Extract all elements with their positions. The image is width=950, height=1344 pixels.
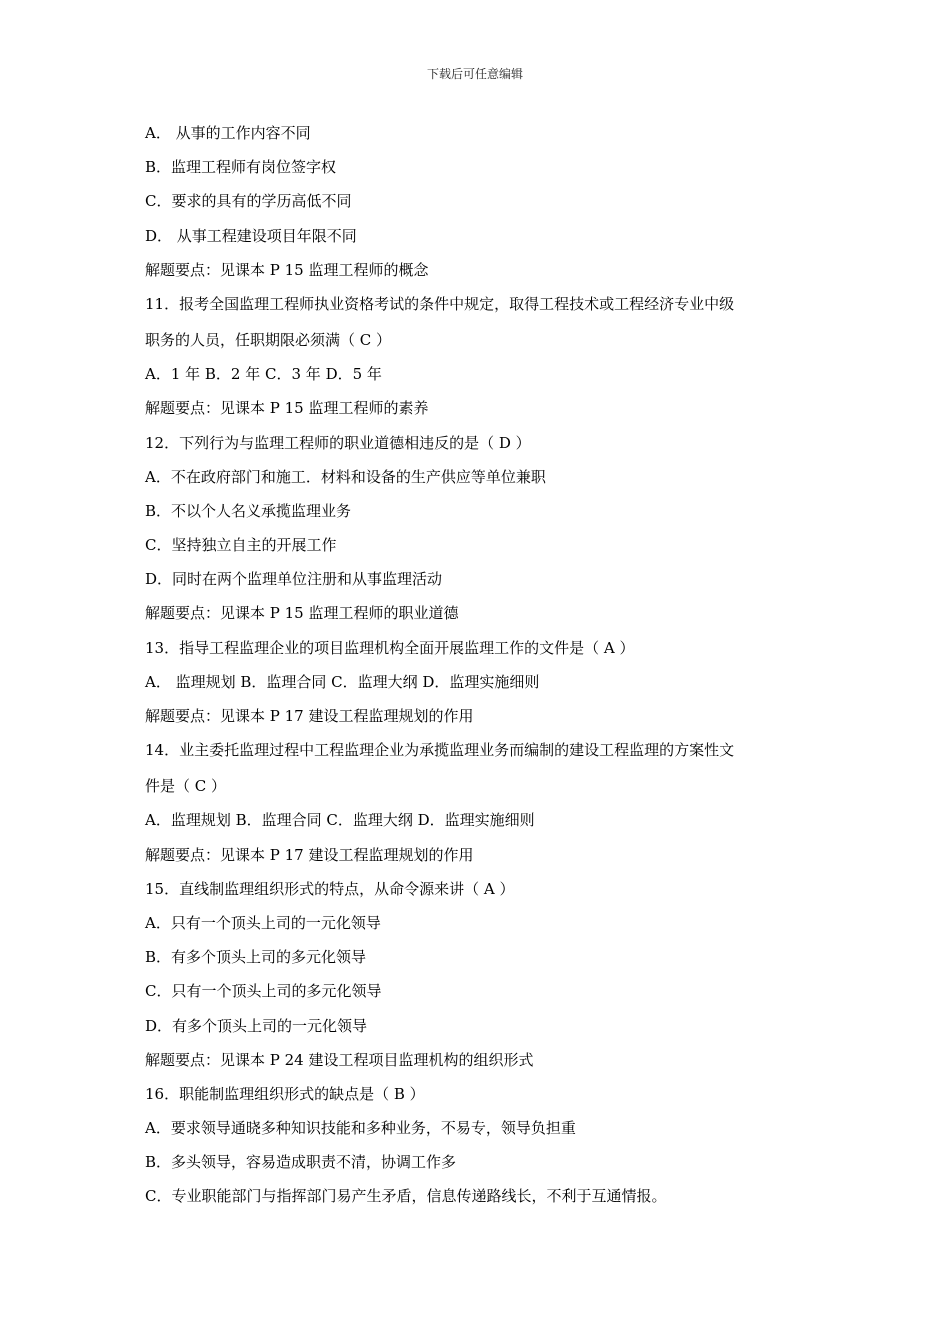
question-line: 件是（ C ） [145, 777, 227, 796]
question-line: 职务的人员，任职期限必须满（ C ） [145, 330, 392, 349]
option-line: B．有多个顶头上司的多元化领导 [145, 948, 367, 967]
option-line: A．不在政府部门和施工．材料和设备的生产供应等单位兼职 [145, 467, 546, 486]
explanation-line: 解题要点：见课本 P 17 建设工程监理规划的作用 [145, 845, 474, 864]
explanation-line: 解题要点：见课本 P 15 监理工程师的素养 [145, 399, 429, 418]
option-line: A． 监理规划 B．监理合同 C．监理大纲 D．监理实施细则 [145, 672, 540, 691]
option-line: A． 从事的工作内容不同 [145, 124, 311, 142]
option-line: B．监理工程师有岗位签字权 [145, 158, 337, 177]
option-line: A．要求领导通晓多种知识技能和多种业务，不易专，领导负担重 [145, 1119, 576, 1138]
explanation-line: 解题要点：见课本 P 15 监理工程师的概念 [145, 260, 429, 279]
option-line: C．要求的具有的学历高低不同 [145, 192, 352, 211]
question-line: 11．报考全国监理工程师执业资格考试的条件中规定，取得工程技术或工程经济专业中级 [145, 294, 735, 313]
option-line: A．1 年 B．2 年 C．3 年 D．5 年 [145, 365, 382, 384]
explanation-line: 解题要点：见课本 P 24 建设工程项目监理机构的组织形式 [145, 1050, 534, 1069]
option-line: D．有多个顶头上司的一元化领导 [145, 1016, 368, 1035]
option-line: D． 从事工程建设项目年限不同 [145, 226, 357, 245]
question-line: 13．指导工程监理企业的项目监理机构全面开展监理工作的文件是（ A ） [145, 638, 635, 657]
question-line: 14．业主委托监理过程中工程监理企业为承揽监理业务而编制的建设工程监理的方案性文 [145, 741, 735, 760]
option-line: C．坚持独立自主的开展工作 [145, 536, 337, 555]
option-line: A．只有一个顶头上司的一元化领导 [145, 913, 381, 932]
option-line: C．只有一个顶头上司的多元化领导 [145, 982, 382, 1001]
document-body [145, 122, 815, 1220]
page-header: 下载后可任意编辑 [426, 67, 523, 81]
question-line: 16．职能制监理组织形式的缺点是（ B ） [145, 1084, 425, 1103]
option-line: D．同时在两个监理单位注册和从事监理活动 [145, 570, 443, 589]
question-line: 15．直线制监理组织形式的特点，从命令源来讲（ A ） [145, 879, 515, 898]
question-line: 12．下列行为与监理工程师的职业道德相违反的是（ D ） [145, 433, 531, 452]
option-line: B．多头领导，容易造成职责不清，协调工作多 [145, 1153, 457, 1172]
explanation-line: 解题要点：见课本 P 15 监理工程师的职业道德 [145, 604, 459, 623]
option-line: C．专业职能部门与指挥部门易产生矛盾，信息传递路线长，不利于互通情报。 [145, 1187, 667, 1206]
option-line: A．监理规划 B．监理合同 C．监理大纲 D．监理实施细则 [145, 811, 535, 830]
option-line: B．不以个人名义承揽监理业务 [145, 501, 352, 520]
explanation-line: 解题要点：见课本 P 17 建设工程监理规划的作用 [145, 707, 474, 725]
